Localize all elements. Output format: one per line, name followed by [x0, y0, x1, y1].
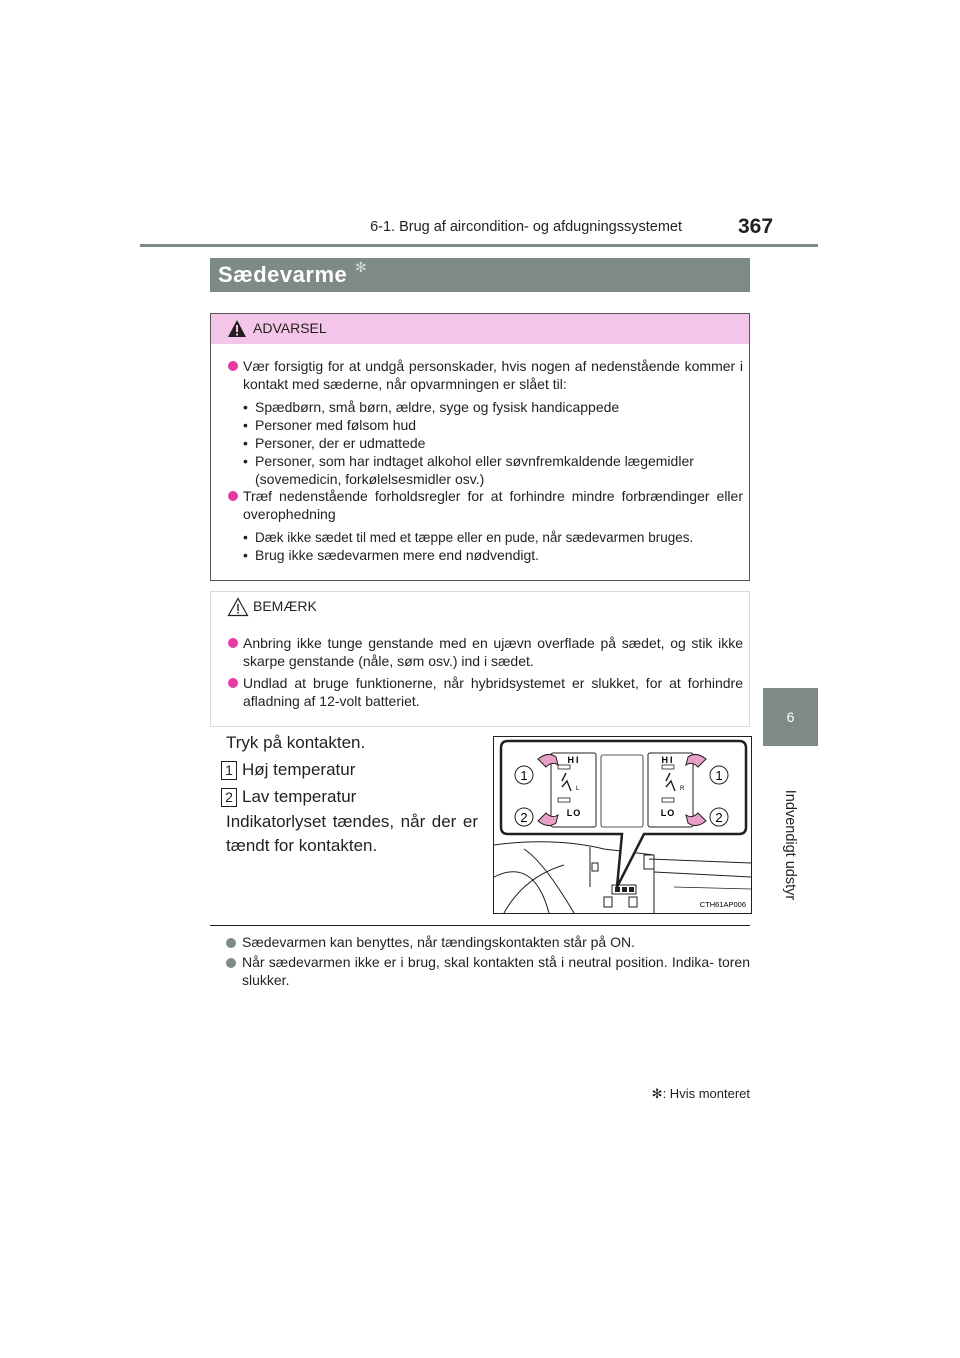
warning-header [211, 314, 749, 344]
note-box [210, 591, 750, 727]
note-header [211, 592, 749, 622]
page-number: 367 [738, 215, 774, 238]
warning-icon [227, 319, 247, 338]
section-divider [210, 925, 750, 926]
note-bullet-2: Undlad at bruge funktionerne, når hybridsystemet er slukket, for at forhindre afladning af 12-volt batteriet. [243, 675, 743, 709]
section-title-bar [210, 258, 750, 292]
bullet-icon [228, 678, 238, 688]
bullet-icon [226, 938, 236, 948]
callout-1-left: 1 [520, 768, 528, 783]
note-bullet-1: Anbring ikke tunge genstande med en ujævn overflade på sædet, og stik ikke skarpe genstande (nåle, søm osv.) ind i sædet. [243, 635, 743, 669]
bullet-icon [228, 638, 238, 648]
warning-bullet-2: Træf nedenstående forholdsregler for at forhindre mindre forbrændinger eller overophedning [243, 488, 743, 522]
left-seat-label: L [576, 786, 580, 792]
section-title: Sædevarme [218, 262, 348, 287]
figure-code: CTH61AP006 [699, 900, 746, 909]
header-divider [140, 244, 818, 247]
seat-heater-figure [493, 736, 752, 914]
hi-label-left: HI [567, 755, 581, 765]
callout-2-left: 2 [520, 810, 528, 825]
right-seat-label: R [680, 786, 685, 792]
callout-1-right: 1 [715, 768, 723, 783]
callout-2-right: 2 [715, 810, 723, 825]
dashboard-illustration [494, 737, 751, 913]
warning-sublist-1: • Spædbørn, små børn, ældre, syge og fysisk handicappede • Personer med følsom hud • Personer, der er udmattede • Personer, som har indtaget alkohol eller søvnfremkaldende lægemidler (sovemedicin, forkølelsesmidler osv.) [243, 399, 694, 487]
item-high-temp: Høj temperatur [242, 760, 356, 779]
optional-marker-icon: ✻ [355, 259, 367, 275]
warning-sublist-2: • Dæk ikke sædet til med et tæppe eller en pude, når sædevarmen bruges. • Brug ikke sædevarmen mere end nødvendigt. [243, 529, 694, 563]
item-number-2: 2 [221, 788, 237, 807]
bullet-icon [228, 361, 238, 371]
lo-label-left: LO [566, 808, 582, 818]
lo-label-right: LO [660, 808, 676, 818]
caution-icon [227, 597, 249, 617]
info-bullet-2: Når sædevarmen ikke er i brug, skal kontakten stå i neutral position. Indika- toren slukker. [242, 954, 750, 988]
hi-label-right: HI [661, 755, 675, 765]
footnote [570, 1086, 750, 1102]
bullet-icon [228, 491, 238, 501]
warning-label: ADVARSEL [253, 320, 327, 336]
chapter-side-label [770, 760, 810, 930]
note-label: BEMÆRK [253, 598, 317, 614]
indicator-text-line2: tændt for kontakten. [226, 836, 378, 855]
chapter-side-label-text: Indvendigt udstyr [782, 789, 798, 901]
instruction-intro: Tryk på kontakten. [226, 733, 366, 752]
warning-box [210, 313, 750, 581]
bullet-icon [226, 958, 236, 968]
item-number-1: 1 [221, 761, 237, 780]
chapter-section-title: 6-1. Brug af aircondition- og afdugningssystemet [370, 219, 682, 235]
footnote-star-icon: ✻ [651, 1086, 663, 1101]
item-low-temp: Lav temperatur [242, 787, 357, 806]
info-bullet-1: Sædevarmen kan benyttes, når tændingskontakten står på ON. [242, 934, 635, 950]
indicator-text-line1: Indikatorlyset tændes, når der er [226, 812, 478, 831]
chapter-tab: 6 [763, 688, 818, 746]
footnote-text: : Hvis monteret [662, 1086, 750, 1101]
warning-bullet-1: Vær forsigtig for at undgå personskader, hvis nogen af nedenstående kommer i kontakt med sæderne, når opvarmningen er slået til: [243, 358, 743, 392]
